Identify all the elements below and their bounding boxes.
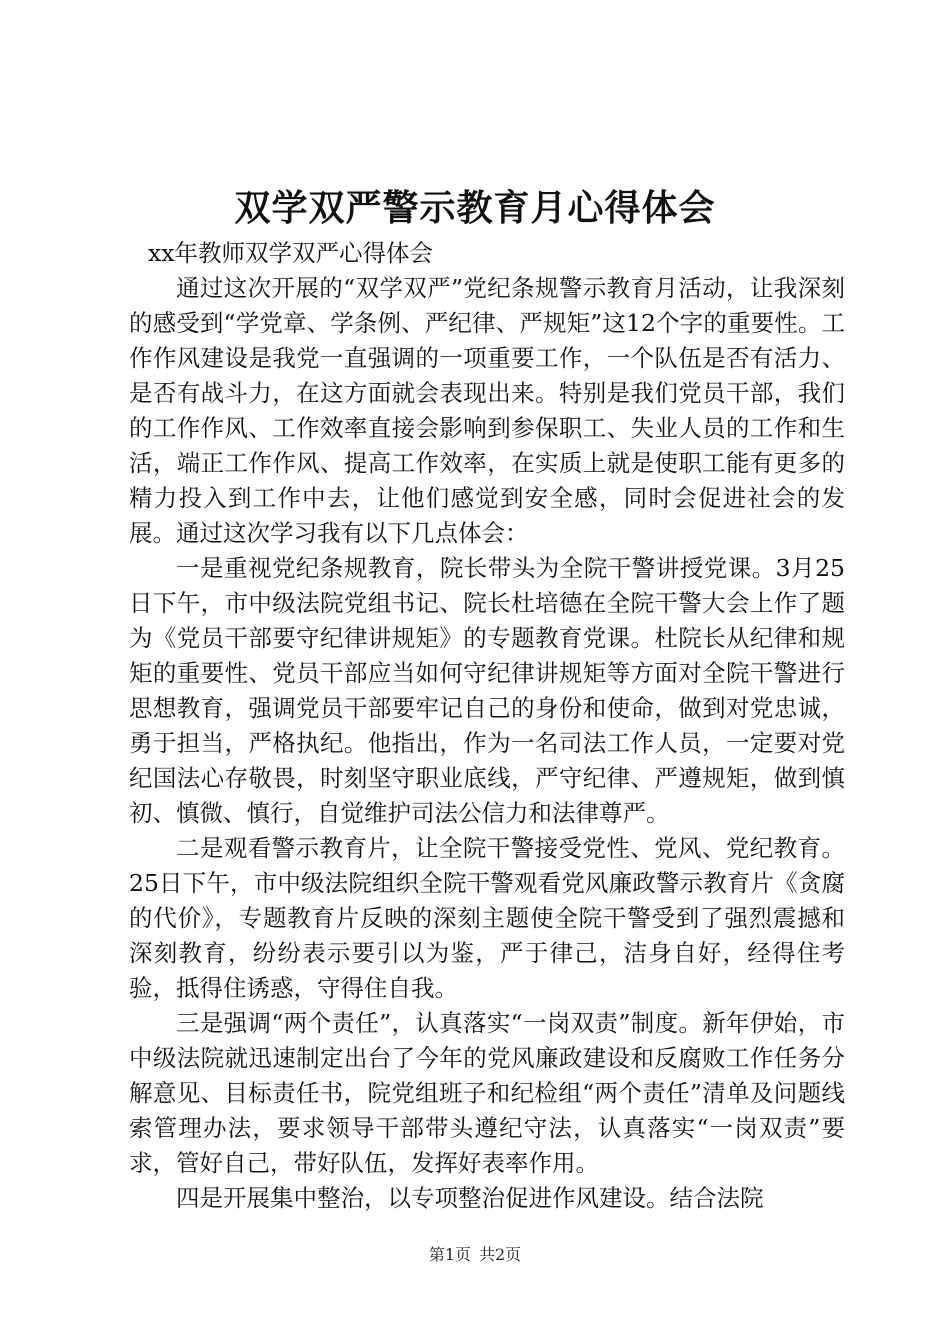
- paragraph-point-one: 一是重视党纪条规教育，院长带头为全院干警讲授党课。3月25日下午，市中级法院党组书记、院长杜培德在全院干警大会上作了题为《党员干部要守纪律讲规矩》的专题教育党课。杜院长从纪律和规矩的重要性、党员干部应当如何守纪律讲规矩等方面对全院干警进行思想教育，强调党员干部要牢记自己的身份和使命，做到对党忠诚，勇于担当，严格执纪。他指出，作为一名司法工作人员，一定要对党纪国法心存敬畏，时刻坚守职业底线，严守纪律、严遵规矩，做到慎初、慎微、慎行，自觉维护司法公信力和法律尊严。: [129, 554, 845, 827]
- paragraph-point-four: 四是开展集中整治，以专项整治促进作风建设。结合法院: [176, 1184, 764, 1212]
- paragraph-point-two: 二是观看警示教育片，让全院干警接受党性、党风、党纪教育。25日下午，市中级法院组织全院干警观看党风廉政警示教育片《贪腐的代价》，专题教育片反映的深刻主题使全院干警受到了强烈震撼和深刻教育，纷纷表示要引以为鉴，严于律己，洁身自好，经得住考验，抵得住诱惑，守得住自我。: [129, 834, 845, 1002]
- paragraph-point-three: 三是强调“两个责任”，认真落实“一岗双责”制度。新年伊始，市中级法院就迅速制定出台了今年的党风廉政建设和反腐败工作任务分解意见、目标责任书，院党组班子和纪检组“两个责任”清单及问题线索管理办法，要求领导干部带头遵纪守法，认真落实“一岗双责”要求，管好自己，带好队伍，发挥好表率作用。: [129, 1009, 845, 1177]
- page-footer: [0, 1244, 950, 1266]
- paragraph-intro: 通过这次开展的“双学双严”党纪条规警示教育月活动，让我深刻的感受到“学党章、学条例、严纪律、严规矩”这12个字的重要性。工作作风建设是我党一直强调的一项重要工作，一个队伍是否有活力、是否有战斗力，在这方面就会表现出来。特别是我们党员干部，我们的工作作风、工作效率直接会影响到参保职工、失业人员的工作和生活，端正工作作风、提高工作效率，在实质上就是使职工能有更多的精力投入到工作中去，让他们感觉到安全感，同时会促进社会的发展。通过这次学习我有以下几点体会：: [129, 274, 845, 547]
- page-total: 共2页: [479, 1245, 522, 1264]
- document-title: 双学双严警示教育月心得体会: [234, 187, 716, 229]
- document-body: [129, 236, 845, 1216]
- page-number: 第1页: [428, 1245, 471, 1264]
- document-subtitle: xx年教师双学双严心得体会: [148, 239, 434, 267]
